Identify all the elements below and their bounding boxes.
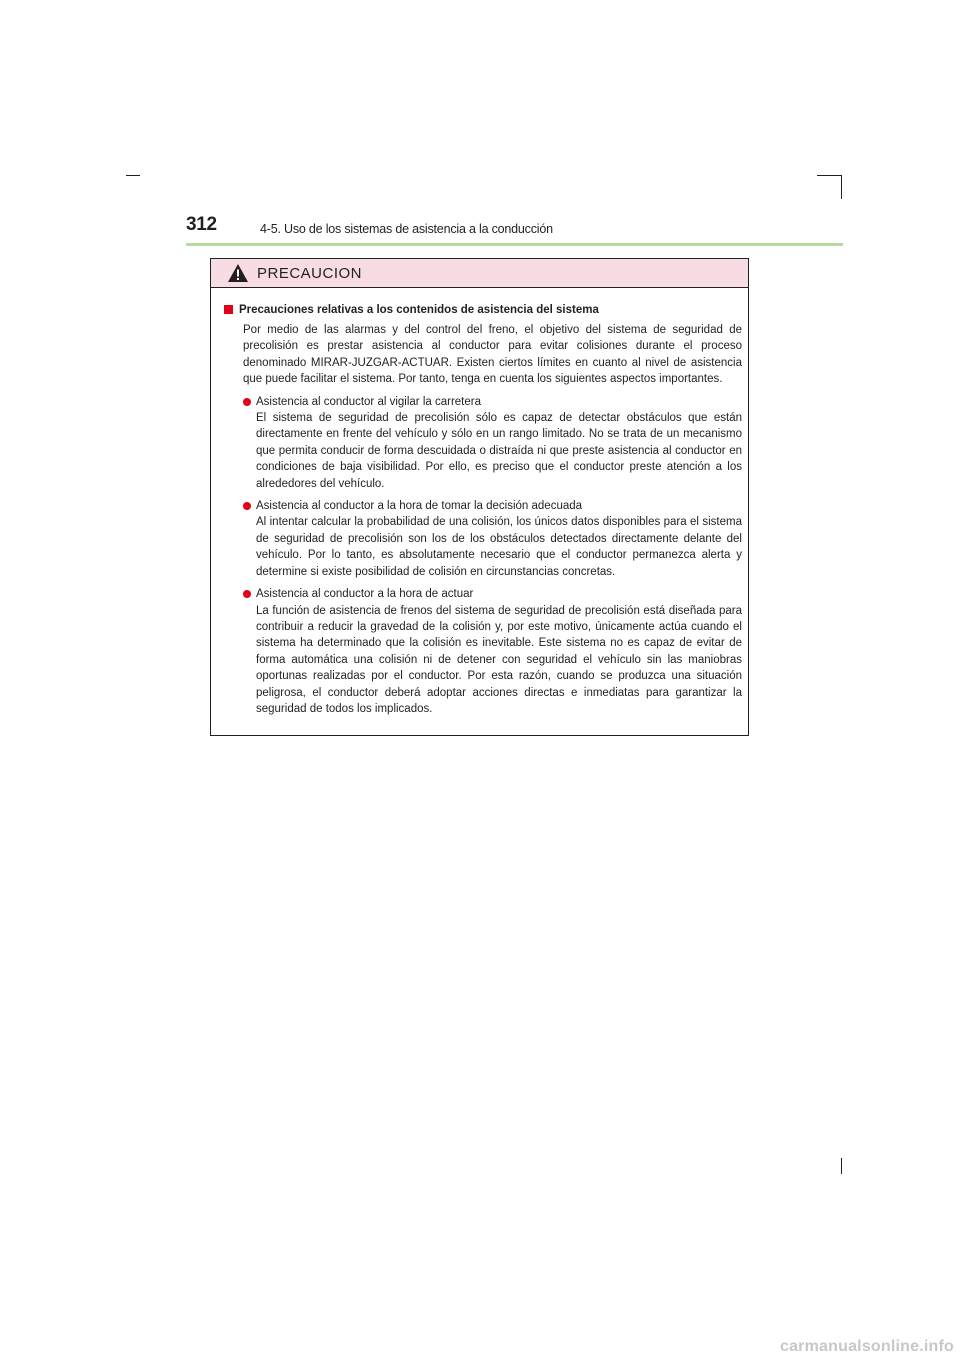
red-bullet-icon [243,398,251,406]
crop-mark [126,175,140,176]
caution-header [211,259,748,288]
list-item [243,498,742,580]
caution-body [211,288,748,717]
bullet-text: El sistema de seguridad de precolisión sólo es capaz de detectar obstáculos que están directamente en frente del vehículo y sólo en un rango limitado. No se trata de un mecanismo que permita conducir de forma descuidada o distraída ni que preste asistencia al conductor en condiciones de baja visibilidad. Por ello, es preciso que el conductor preste atención a los alrededores del vehículo. [256,412,742,490]
caution-title: PRECAUCION [257,264,363,282]
intro-paragraph: Por medio de las alarmas y del control del freno, el objetivo del sistema de seguridad de precolisión es prestar asistencia al conductor para evitar colisiones durante el proceso denominado MIRAR-JUZGAR-ACTUAR. Existen ciertos límites en cuanto al nivel de asistencia que puede facilitar el sistema. Por tanto, tenga en cuenta los siguientes aspectos importantes. [243,324,742,386]
header-rule [186,243,843,246]
topic-title: Precauciones relativas a los contenidos de asistencia del sistema [239,304,599,316]
page-number: 312 [186,214,217,235]
bullet-text: La función de asistencia de frenos del sistema de seguridad de precolisión está diseñada para contribuir a reducir la gravedad de la colisión y, por este motivo, únicamente actúa cuando el sistema ha determinado que la colisión es inevitable. Este sistema no es capaz de evitar de forma automática una colisión ni de detener con seguridad el vehículo sin las maniobras oportunas realizadas por el conductor. Por esta razón, cuando se produzca una situación peligrosa, el conductor deberá adoptar acciones directas e inmediatas para garantizar la seguridad de todos los implicados. [256,604,742,715]
crop-mark [841,1158,842,1174]
bullet-title: Asistencia al conductor al vigilar la carretera [256,395,481,408]
bullet-title: Asistencia al conductor a la hora de tomar la decisión adecuada [256,500,583,513]
caution-box [210,258,749,736]
red-square-icon [224,305,233,314]
bullet-title: Asistencia al conductor a la hora de actuar [256,588,474,601]
watermark: carmanualsonline.info [779,1338,954,1355]
list-item [243,394,742,492]
crop-mark [841,175,842,199]
crop-mark [817,175,841,176]
red-bullet-icon [243,590,251,598]
topic-heading [224,302,742,318]
list-item [243,586,742,717]
section-title: 4-5. Uso de los sistemas de asistencia a la conducción [260,222,553,236]
red-bullet-icon [243,502,251,510]
warning-triangle-icon [227,263,249,283]
bullet-text: Al intentar calcular la probabilidad de una colisión, los únicos datos disponibles para el sistema de seguridad de precolisión son los de los obstáculos detectados directamente delante del vehículo. Por lo tanto, es absolutamente necesario que el conductor permanezca alerta y determine si existe posibilidad de colisión en circunstancias concretas. [256,516,742,578]
